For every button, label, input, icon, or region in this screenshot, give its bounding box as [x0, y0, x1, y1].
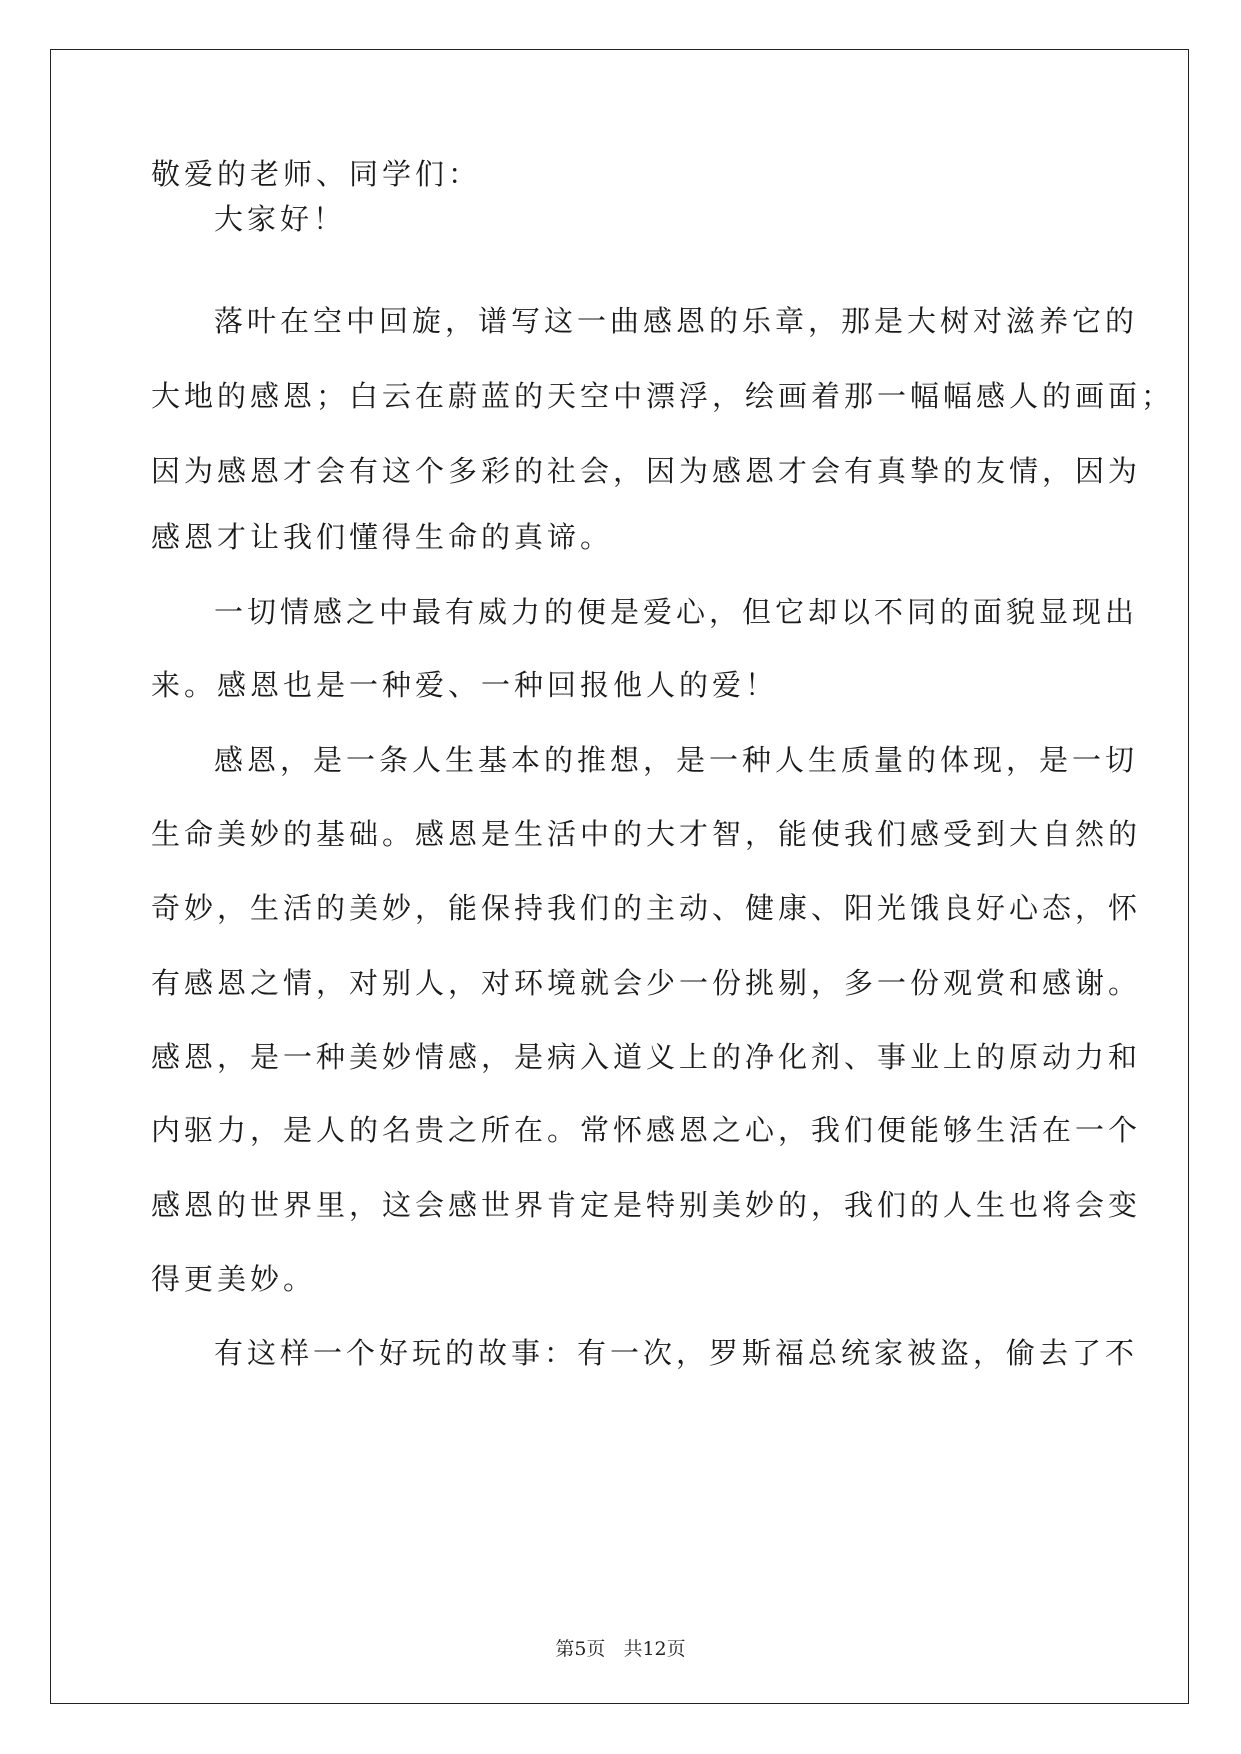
- paragraph-line: 有这样一个好玩的故事：有一次，罗斯福总统家被盗，偷去了不: [214, 1336, 1139, 1370]
- paragraph-line: 落叶在空中回旋，谱写这一曲感恩的乐章，那是大树对滋养它的: [214, 304, 1139, 338]
- paragraph-line: 感恩的世界里，这会感世界肯定是特别美妙的，我们的人生也将会变: [151, 1188, 1142, 1222]
- greeting: 大家好！: [214, 202, 347, 236]
- page-footer: [0, 1634, 1241, 1661]
- paragraph-line: 奇妙，生活的美妙，能保持我们的主动、健康、阳光饿良好心态，怀: [151, 891, 1142, 925]
- paragraph-line: 有感恩之情，对别人，对环境就会少一份挑剔，多一份观赏和感谢。: [151, 966, 1142, 1000]
- paragraph-line: 感恩才让我们懂得生命的真谛。: [151, 520, 614, 554]
- paragraph-line: 得更美妙。: [151, 1262, 317, 1296]
- page-number: 第5页: [555, 1638, 606, 1660]
- paragraph-line: 生命美妙的基础。感恩是生活中的大才智，能使我们感受到大自然的: [151, 817, 1142, 851]
- paragraph-line: 感恩，是一种美妙情感，是病入道义上的净化剂、事业上的原动力和: [151, 1040, 1142, 1074]
- paragraph-line: 因为感恩才会有这个多彩的社会，因为感恩才会有真挚的友情，因为: [151, 454, 1142, 488]
- page-border: [50, 49, 1189, 1704]
- paragraph-line: 内驱力，是人的名贵之所在。常怀感恩之心，我们便能够生活在一个: [151, 1113, 1142, 1147]
- paragraph-line: 来。感恩也是一种爱、一种回报他人的爱！: [151, 668, 779, 702]
- salutation: 敬爱的老师、同学们：: [151, 157, 482, 191]
- paragraph-line: 一切情感之中最有威力的便是爱心，但它却以不同的面貌显现出: [214, 595, 1139, 629]
- paragraph-line: 大地的感恩；白云在蔚蓝的天空中漂浮，绘画着那一幅幅感人的画面；: [151, 379, 1175, 413]
- page-total: 共12页: [623, 1638, 686, 1660]
- paragraph-line: 感恩，是一条人生基本的推想，是一种人生质量的体现，是一切: [214, 743, 1139, 777]
